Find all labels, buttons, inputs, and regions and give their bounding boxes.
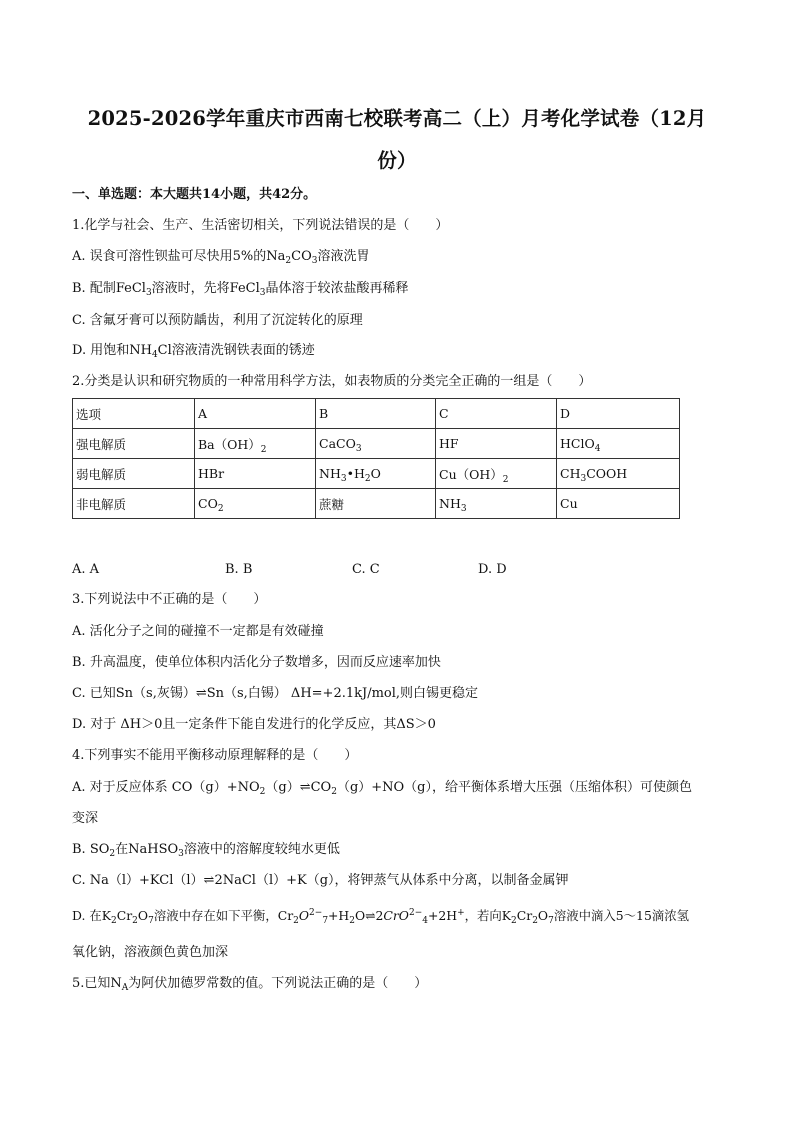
q4-option-d-cont: 氧化钠，溶液颜色黄色加深: [72, 945, 229, 960]
q1-option-c: C. 含氟牙膏可以预防龋齿，利用了沉淀转化的原理: [72, 313, 363, 328]
q1-option-b: B. 配制FeCl$_3$溶液时，先将FeCl$_3$晶体溶于较浓盐酸再稀释: [72, 281, 409, 298]
q4-option-b: B. $SO_2$在NaHSO$_3$溶液中的溶解度较纯水更低: [72, 842, 340, 859]
q4-option-a-cont: 变深: [72, 811, 99, 826]
table-cell: 蔗糖: [316, 489, 436, 519]
classification-table: [72, 398, 680, 519]
section-heading: 一、单选题：本大题共14小题，共42分。: [72, 187, 317, 202]
q1-option-a: A. 误食可溶性钡盐可尽快用5%的$Na_2CO_3$溶液洗胃: [72, 249, 370, 266]
q4-option-a: A. 对于反应体系 $CO(g)+NO_2(g)\rightleftharpoons CO_2(g)+NO(g)$，给平衡体系增大压强（压缩体积）可使颜色: [72, 780, 693, 797]
q4-option-c: C. Na（l）+KCl（l）⇌2NaCl（l）+K（g），将钾蒸气从体系中分离，以制备金属钾: [72, 873, 569, 888]
q2-option-c: C. C: [352, 562, 380, 577]
q2-option-d: D. D: [478, 562, 507, 577]
table-cell: 非电解质: [73, 489, 195, 519]
table-cell: HF: [436, 429, 557, 459]
table-cell: 强电解质: [73, 429, 195, 459]
table-header-cell: 选项: [73, 399, 195, 429]
table-cell: 弱电解质: [73, 459, 195, 489]
table-cell: $CH_3COOH$: [557, 459, 680, 489]
table-cell: HBr: [195, 459, 316, 489]
q2-option-b: B. B: [225, 562, 253, 577]
table-row: [73, 429, 680, 459]
q4-stem: 4.下列事实不能用平衡移动原理解释的是（ ）: [72, 748, 358, 763]
table-cell: Cu: [557, 489, 680, 519]
q2-stem: 2.分类是认识和研究物质的一种常用科学方法，如表物质的分类完全正确的一组是（ ）: [72, 374, 592, 389]
q1-stem: 1.化学与社会、生产、生活密切相关，下列说法错误的是（ ）: [72, 218, 449, 233]
q4-option-d: D. 在$K_2Cr_2O_7$溶液中存在如下平衡，$Cr_2O^{2-}_7+H_2O\rightleftharpoons 2CrO^{2-}_4+2H^+$，若向$K_2Cr_2O_7$溶液中滴入5～15滴浓氢: [72, 908, 689, 926]
table-cell: $CO_2$: [195, 489, 316, 519]
table-header-cell: D: [557, 399, 680, 429]
q3-option-a: A. 活化分子之间的碰撞不一定都是有效碰撞: [72, 624, 324, 639]
table-cell: HClO$_4$: [557, 429, 680, 459]
table-cell: $NH_3$: [436, 489, 557, 519]
table-cell: $Ba(OH)_2$: [195, 429, 316, 459]
q5-stem: 5.已知$N_A$为阿伏加德罗常数的值。下列说法正确的是（ ）: [72, 976, 428, 993]
title-line-1: 2025-2026学年重庆市西南七校联考高二（上）月考化学试卷（12月: [87, 107, 707, 130]
table-cell: $Cu(OH)_2$: [436, 459, 557, 489]
title-line-2: 份）: [377, 149, 417, 172]
table-header-cell: A: [195, 399, 316, 429]
exam-title: [60, 98, 734, 182]
table-row: [73, 459, 680, 489]
table-row: [73, 399, 680, 429]
q3-stem: 3.下列说法中不正确的是（ ）: [72, 592, 267, 607]
table-cell: CaCO$_3$: [316, 429, 436, 459]
q3-option-b: B. 升高温度，使单位体积内活化分子数增多，因而反应速率加快: [72, 655, 441, 670]
table-cell: $NH_3•H_2O$: [316, 459, 436, 489]
table-header-cell: B: [316, 399, 436, 429]
q3-option-d: D. 对于 ΔH＞0且一定条件下能自发进行的化学反应，其ΔS＞0: [72, 717, 436, 732]
q3-option-c: C. 已知Sn（s,灰锡）⇌Sn（s,白锡） ΔH=+2.1kJ/mol,则白锡更稳定: [72, 686, 479, 701]
q1-option-d: D. 用饱和$NH_4Cl$溶液清洗钢铁表面的锈迹: [72, 343, 315, 360]
table-header-cell: C: [436, 399, 557, 429]
q2-option-a: A. A: [72, 562, 100, 577]
table-row: [73, 489, 680, 519]
